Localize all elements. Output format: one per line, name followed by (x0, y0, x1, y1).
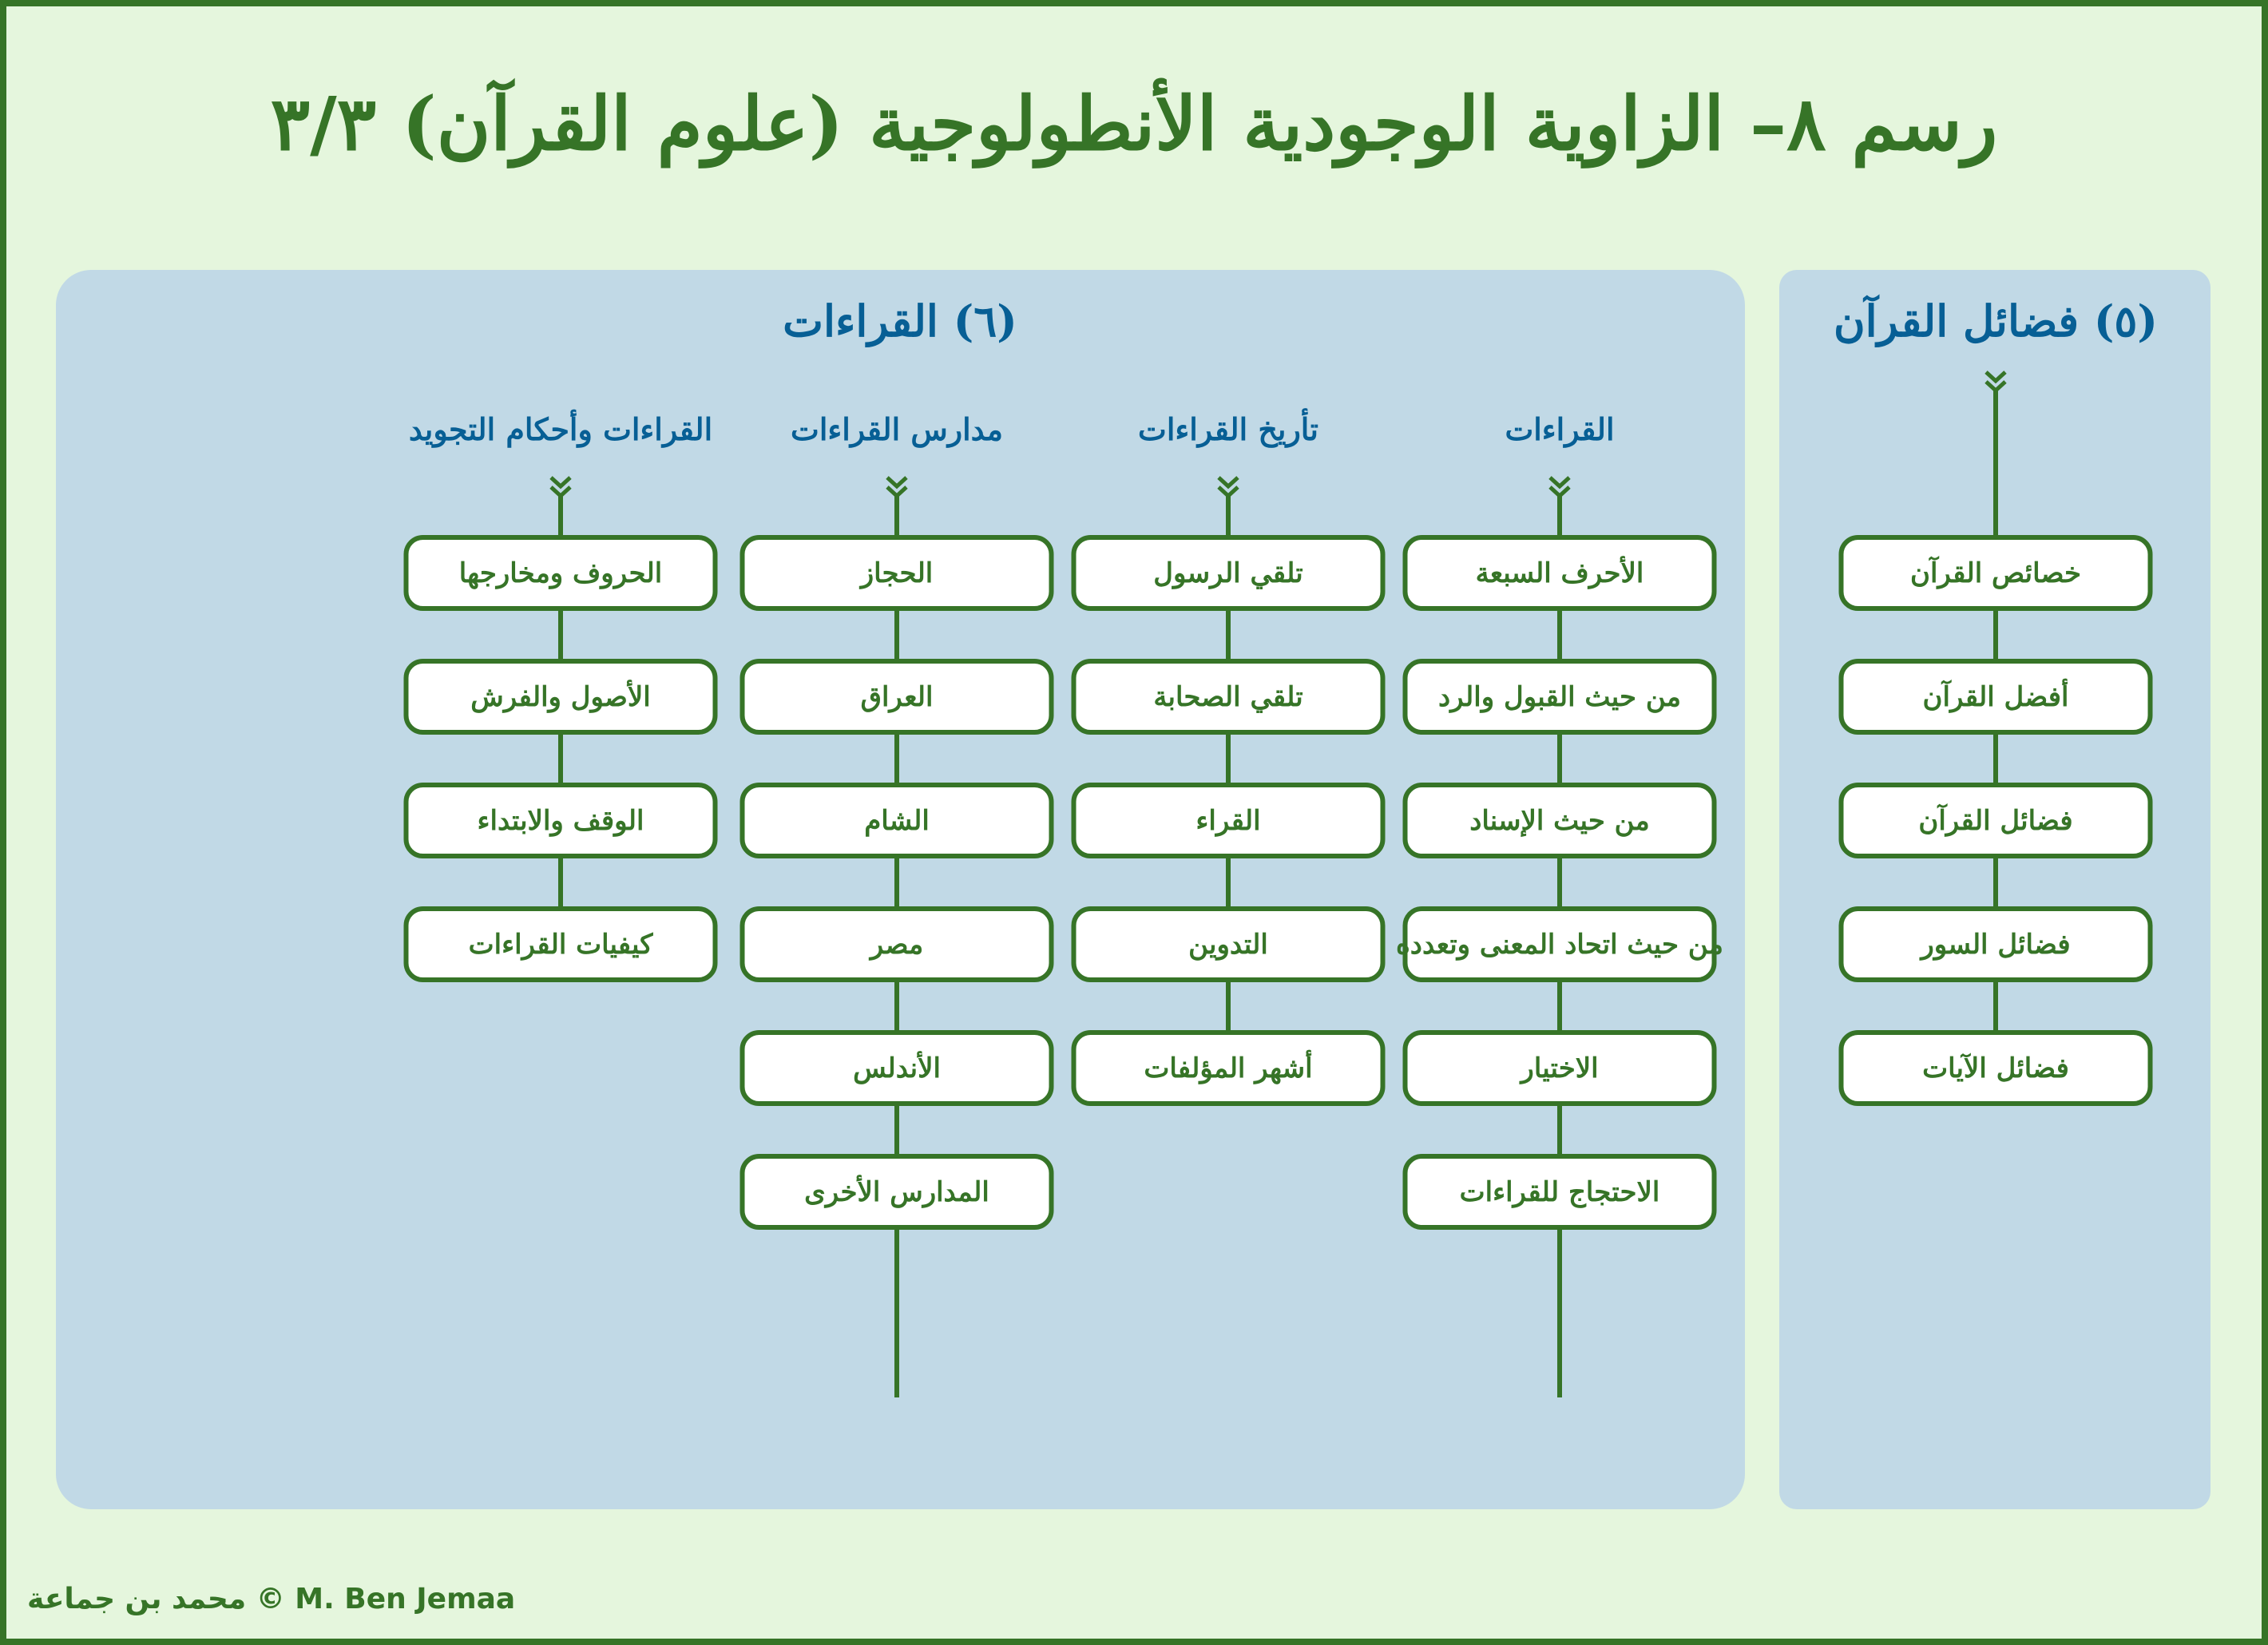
column-heading-schools: مدارس القراءات (791, 411, 1003, 447)
node-history-1: تلقي الرسول (1072, 535, 1386, 611)
panel-qiraat (56, 270, 1745, 1509)
node-fadail-2: أفضل القرآن (1839, 659, 2153, 735)
panel-fadail-title: (٥) فضائل القرآن (1834, 295, 2158, 347)
node-fadail-5: فضائل الآيات (1839, 1030, 2153, 1106)
column-heading-history: تأريخ القراءات (1138, 411, 1318, 447)
node-schools-4: مصر (740, 906, 1054, 982)
column-heading-qiraat: القراءات (1505, 411, 1615, 447)
node-qiraat-4: من حيث اتحاد المعنى وتعدده (1403, 906, 1717, 982)
node-tajweed-1: الحروف ومخارجها (404, 535, 718, 611)
node-history-4: التدوين (1072, 906, 1386, 982)
panel-qiraat-title: (٦) القراءات (783, 295, 1017, 347)
node-fadail-3: فضائل القرآن (1839, 783, 2153, 858)
node-schools-6: المدارس الأخرى (740, 1154, 1054, 1230)
node-qiraat-3: من حيث الإسناد (1403, 783, 1717, 858)
node-history-5: أشهر المؤلفات (1072, 1030, 1386, 1106)
node-schools-3: الشام (740, 783, 1054, 858)
node-tajweed-4: كيفيات القراءات (404, 906, 718, 982)
node-tajweed-2: الأصول والفرش (404, 659, 718, 735)
node-fadail-4: فضائل السور (1839, 906, 2153, 982)
node-history-3: القراء (1072, 783, 1386, 858)
node-tajweed-3: الوقف والابتداء (404, 783, 718, 858)
node-qiraat-1: الأحرف السبعة (1403, 535, 1717, 611)
node-schools-2: العراق (740, 659, 1054, 735)
node-history-2: تلقي الصحابة (1072, 659, 1386, 735)
node-fadail-1: خصائص القرآن (1839, 535, 2153, 611)
copyright-credit: محمد بن جماعة © M. Ben Jemaa (27, 1583, 516, 1615)
column-heading-tajweed: القراءات وأحكام التجويد (408, 411, 713, 447)
diagram-title: رسم ٨– الزاوية الوجودية الأنطولوجية (علوم القرآن) ٣/٣ (270, 81, 1998, 167)
node-qiraat-6: الاحتجاج للقراءات (1403, 1154, 1717, 1230)
node-qiraat-2: من حيث القبول والرد (1403, 659, 1717, 735)
node-schools-1: الحجاز (740, 535, 1054, 611)
node-qiraat-5: الاختيار (1403, 1030, 1717, 1106)
node-schools-5: الأندلس (740, 1030, 1054, 1106)
